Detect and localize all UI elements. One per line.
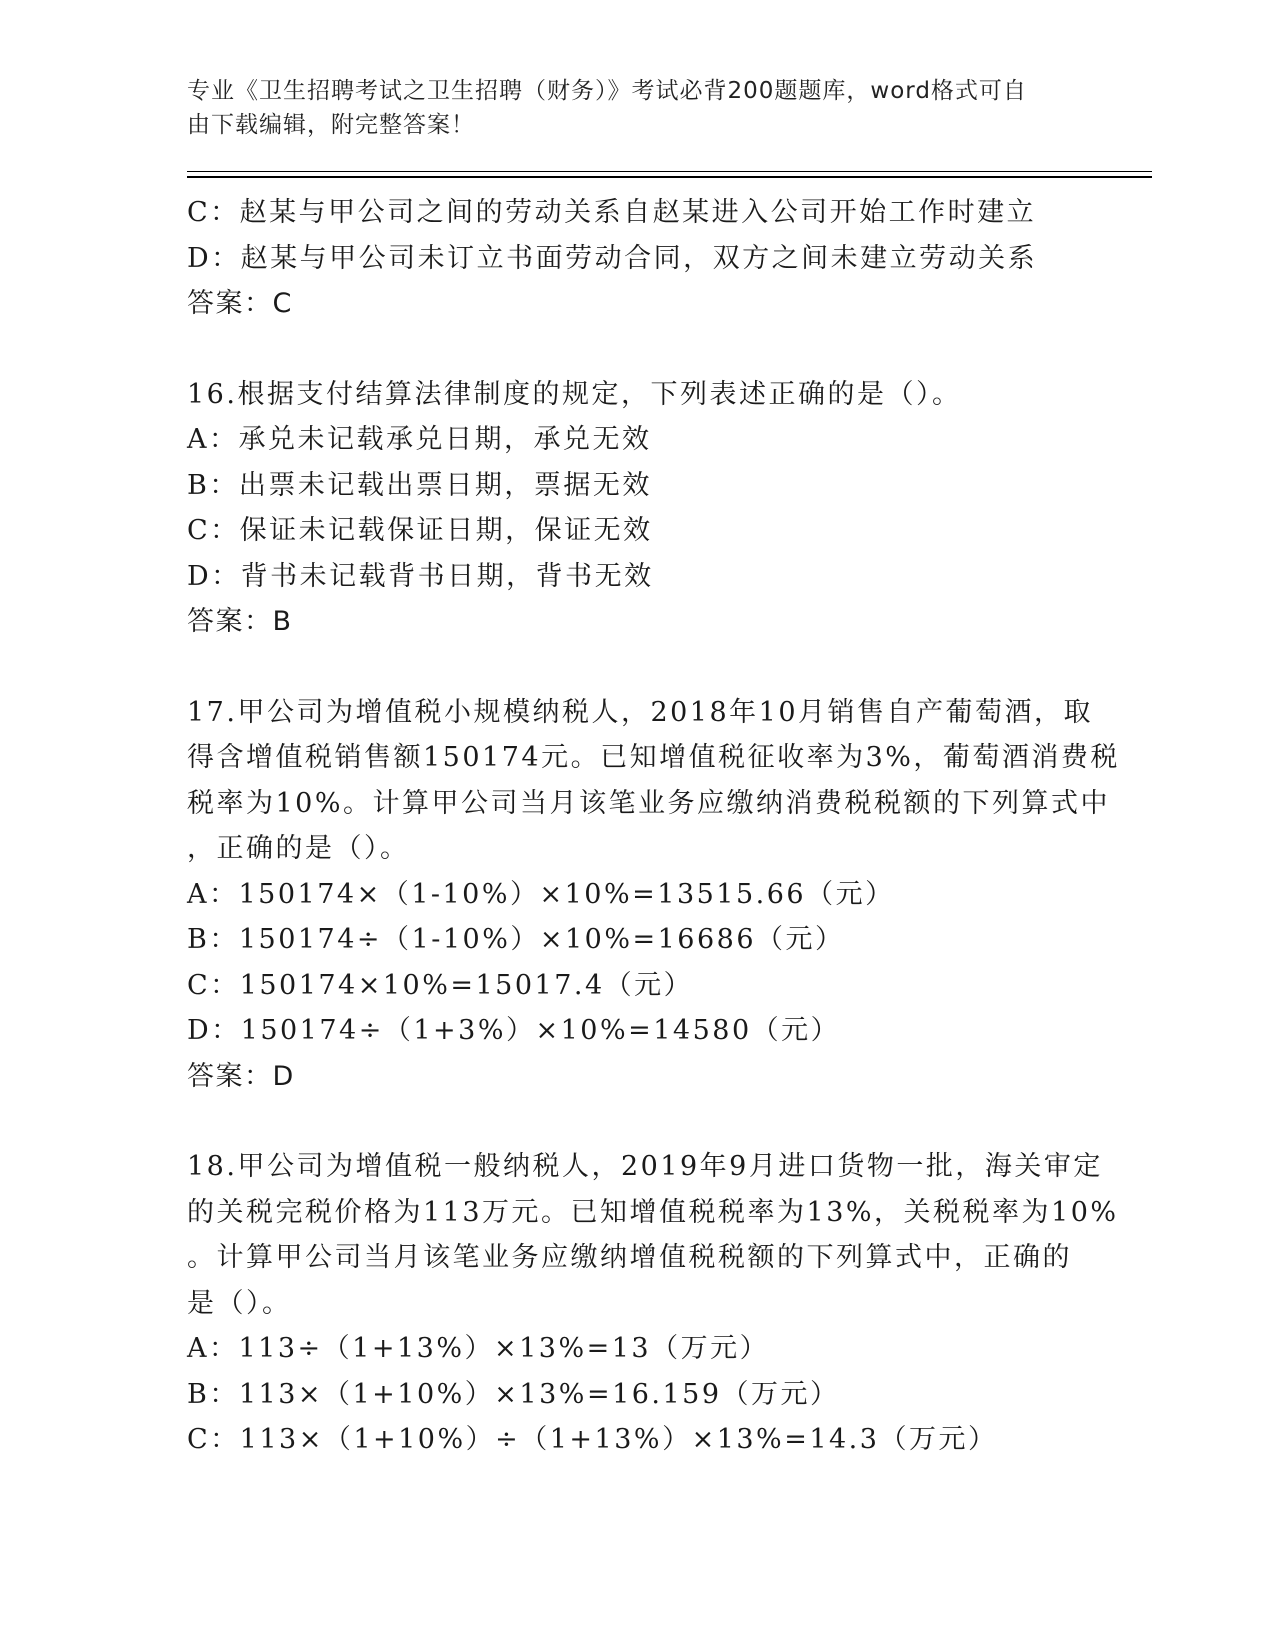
q17-stem-line: 税率为10%。计算甲公司当月该笔业务应缴纳消费税税额的下列算式中 [187,787,1111,819]
q17-stem-line: ，正确的是（）。 [187,833,410,864]
q18-stem-line: 是（）。 [187,1287,292,1319]
question-16 [187,372,1087,645]
q18-stem-line: 。计算甲公司当月该笔业务应缴纳增值税税额的下列算式中，正确的 [187,1242,1072,1273]
question-content [187,190,1120,1463]
q16-stem: 16.根据支付结算法律制度的规定，下列表述正确的是（）。 [187,378,962,410]
question-18 [187,1144,1119,1463]
q18-option-b: B：113×（1+10%）×13%=16.159（万元） [187,1378,840,1410]
header-divider-thick [187,176,1152,178]
q18-option-c: C：113×（1+10%）÷（1+13%）×13%=14.3（万元） [187,1424,998,1455]
q15-option-c: C：赵某与甲公司之间的劳动关系自赵某进入公司开始工作时建立 [187,197,1037,228]
q17-option-a: A：150174×（1-10%）×10%=13515.66（元） [187,878,895,910]
header-line-2: 由下载编辑，附完整答案！ [187,112,475,138]
q18-option-a: A：113÷（1+13%）×13%=13（万元） [187,1333,770,1364]
header-divider-thin [187,171,1152,172]
q17-answer: 答案：D [187,1060,295,1092]
q16-option-c: C：保证未记载保证日期，保证无效 [187,515,653,546]
q17-option-d: D：150174÷（1+3%）×10%=14580（元） [187,1015,841,1046]
q16-option-b: B：出票未记载出票日期，票据无效 [187,469,652,501]
q18-stem-line: 18.甲公司为增值税一般纳税人，2019年9月进口货物一批，海关审定 [187,1151,1103,1182]
q16-option-a: A：承兑未记载承兑日期，承兑无效 [187,424,652,455]
q17-stem-line: 17.甲公司为增值税小规模纳税人，2018年10月销售自产葡萄酒，取 [187,696,1094,728]
question-15-tail [187,190,1087,327]
q18-stem-line: 的关税完税价格为113万元。已知增值税税率为13%，关税税率为10% [187,1196,1119,1228]
q15-answer: 答案：C [187,288,293,319]
q16-answer: 答案：B [187,606,293,637]
document-header [187,74,1067,142]
header-line-1: 专业《卫生招聘考试之卫生招聘（财务）》考试必背200题题库，word格式可自 [187,78,1027,104]
q17-option-c: C：150174×10%=15017.4（元） [187,969,694,1001]
q15-option-d: D：赵某与甲公司未订立书面劳动合同，双方之间未建立劳动关系 [187,242,1038,274]
q17-option-b: B：150174÷（1-10%）×10%=16686（元） [187,924,845,955]
question-17 [187,690,1120,1100]
q16-option-d: D：背书未记载背书日期，背书无效 [187,560,654,592]
q17-stem-line: 得含增值税销售额150174元。已知增值税征收率为3%，葡萄酒消费税 [187,742,1120,773]
